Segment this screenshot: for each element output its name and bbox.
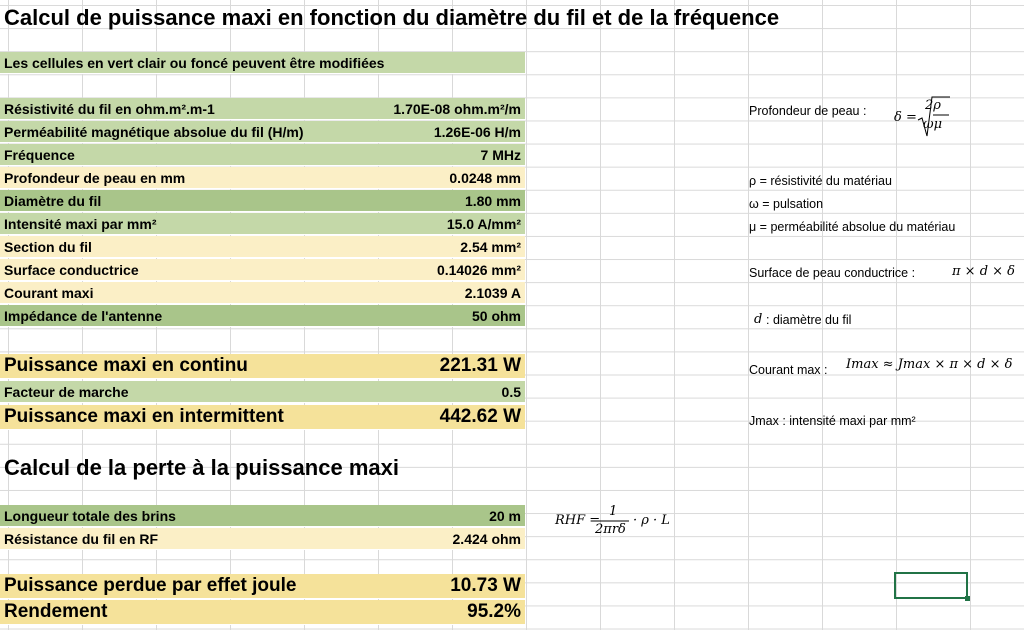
- row-courant[interactable]: Courant maxi 2.1039 A: [0, 282, 525, 304]
- formula-delta-num: 2ρ: [925, 98, 941, 113]
- row-profondeur-peau[interactable]: Profondeur de peau en mm 0.0248 mm: [0, 167, 525, 189]
- row-frequence[interactable]: Fréquence 7 MHz: [0, 144, 525, 166]
- main-title: Calcul de puissance maxi en fonction du diamètre du fil et de la fréquence: [4, 5, 780, 30]
- note-jmax: Jmax : intensité maxi par mm²: [749, 414, 916, 428]
- note-skin-depth: Profondeur de peau :: [749, 104, 867, 118]
- row-intensite[interactable]: Intensité maxi par mm² 15.0 A/mm²: [0, 213, 525, 235]
- row-rendement[interactable]: Rendement 95.2%: [0, 600, 525, 625]
- row-puissance-intermittent[interactable]: Puissance maxi en intermittent 442.62 W: [0, 405, 525, 430]
- note-omega: ω = pulsation: [749, 197, 824, 211]
- row-puissance-perdue[interactable]: Puissance perdue par effet joule 10.73 W: [0, 574, 525, 599]
- section-title-perte: Calcul de la perte à la puissance maxi: [4, 455, 399, 480]
- row-diametre[interactable]: Diamètre du fil 1.80 mm: [0, 190, 525, 212]
- row-permeabilite[interactable]: Perméabilité magnétique absolue du fil (H/m) 1.26E-06 H/m: [0, 121, 525, 143]
- formula-surface: π × d × δ: [952, 264, 1016, 279]
- row-section[interactable]: Section du fil 2.54 mm²: [0, 236, 525, 258]
- row-longueur[interactable]: Longueur totale des brins 20 m: [0, 505, 525, 527]
- formula-delta-lhs: δ =: [894, 110, 917, 125]
- note-surface: Surface de peau conductrice :: [749, 266, 916, 280]
- row-impedance[interactable]: Impédance de l'antenne 50 ohm: [0, 305, 525, 327]
- formula-rhf-den: 2πrδ: [595, 522, 626, 537]
- formula-rhf-lhs: RHF =: [555, 513, 601, 528]
- formula-delta-den: ωμ: [923, 117, 943, 132]
- note-mu: μ = perméabilité absolue du matériau: [749, 220, 956, 234]
- note-d: : diamètre du fil: [766, 313, 852, 327]
- row-resistivite[interactable]: Résistivité du fil en ohm.m².m-1 1.70E-08 ohm.m²/m: [0, 98, 525, 120]
- row-resistance-rf[interactable]: Résistance du fil en RF 2.424 ohm: [0, 528, 525, 550]
- note-courant: Courant max :: [749, 363, 828, 377]
- formula-rhf-rhs: · ρ · L: [633, 513, 670, 528]
- note-rho: ρ = résistivité du matériau: [749, 174, 892, 188]
- formula-rhf-num: 1: [609, 504, 618, 519]
- row-puissance-continu[interactable]: Puissance maxi en continu 221.31 W: [0, 354, 525, 379]
- formula-d-symbol: d: [754, 312, 763, 327]
- row-surface[interactable]: Surface conductrice 0.14026 mm²: [0, 259, 525, 281]
- selected-cell[interactable]: [894, 572, 968, 599]
- editable-note: Les cellules en vert clair ou foncé peuvent être modifiées: [0, 52, 525, 74]
- row-facteur-marche[interactable]: Facteur de marche 0.5: [0, 381, 525, 403]
- formula-imax: Imax ≈ Jmax × π × d × δ: [846, 357, 1013, 372]
